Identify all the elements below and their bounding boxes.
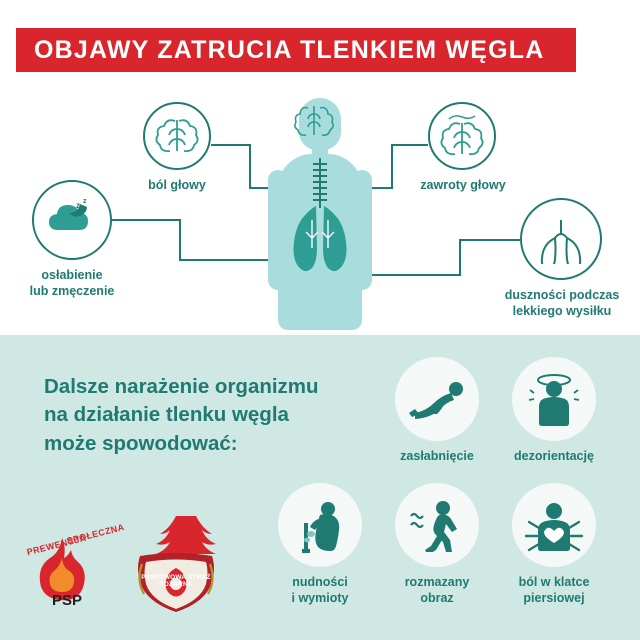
blurred-vision-icon xyxy=(409,498,465,552)
upper-symptoms-section xyxy=(0,80,640,335)
human-body-illustration xyxy=(268,98,372,330)
symptom-label-breathlessness-line1: duszności podczas xyxy=(504,288,620,302)
page-title: OBJAWY ZATRUCIA TLENKIEM WĘGLA xyxy=(34,35,545,64)
consequence-label-chest-pain xyxy=(495,575,613,606)
chest-pain-icon xyxy=(525,498,583,552)
consequence-icon-fainting[interactable] xyxy=(395,357,479,441)
symptom-label-breathlessness-line2: lekkiego wysiłku xyxy=(512,303,612,318)
vomiting-person-icon xyxy=(294,497,346,553)
brain-dizzy-icon xyxy=(439,115,485,157)
symptom-label-weakness-line1: osłabienie xyxy=(41,268,103,282)
consequence-label-fainting: zasłabnięcie xyxy=(400,449,474,463)
lungs-icon xyxy=(534,214,588,264)
logo-panstwowa-straz-pozarna xyxy=(126,512,226,616)
logo-text-prewencja: PREWENCJA xyxy=(25,532,88,558)
symptom-icon-weakness[interactable] xyxy=(32,180,112,260)
lower-heading-line2: na działanie tlenku węgla xyxy=(44,403,289,427)
consequence-icon-chest-pain[interactable] xyxy=(512,483,596,567)
logo-text-psp: PSP xyxy=(52,592,83,609)
consequence-label-chest-pain-line1: ból w klatce xyxy=(518,575,590,589)
consequence-label-nausea xyxy=(262,575,378,606)
symptom-label-weakness xyxy=(4,268,140,299)
sleep-cloud-icon xyxy=(44,196,100,244)
lower-heading-line1: Dalsze narażenie organizmu xyxy=(44,375,319,398)
symptom-label-weakness-line2: lub zmęczenie xyxy=(29,283,115,298)
symptom-label-dizziness: zawroty głowy xyxy=(420,178,506,192)
logo-text-straz: PAŃSTWOWA STRAŻ POŻARNA xyxy=(141,574,211,588)
consequence-label-blurred-vision xyxy=(380,575,494,606)
symptom-icon-headache[interactable] xyxy=(143,102,211,170)
consequence-label-blurred-vision-line2: obraz xyxy=(420,590,454,605)
consequence-icon-disorientation[interactable] xyxy=(512,357,596,441)
logo-prewencja-spoleczna-psp xyxy=(18,516,126,616)
consequence-label-nausea-line1: nudności xyxy=(292,575,348,589)
symptom-icon-dizziness[interactable] xyxy=(428,102,496,170)
lower-heading xyxy=(44,373,374,458)
symptom-label-breathlessness xyxy=(492,288,632,319)
fainting-person-icon xyxy=(407,377,467,421)
symptom-label-headache: ból głowy xyxy=(148,178,206,192)
consequence-icon-blurred-vision[interactable] xyxy=(395,483,479,567)
disoriented-person-icon xyxy=(529,371,579,427)
consequence-icon-nausea[interactable] xyxy=(278,483,362,567)
symptom-icon-breathlessness[interactable] xyxy=(520,198,602,280)
header-banner xyxy=(16,28,576,72)
consequence-label-disorientation: dezorientację xyxy=(514,449,594,463)
fire-service-emblem-icon xyxy=(126,512,226,616)
svg-text:z: z xyxy=(76,201,80,210)
brain-icon xyxy=(154,116,200,156)
logo-text-spoleczna: SPOŁECZNA xyxy=(65,521,126,547)
consequence-label-nausea-line2: i wymioty xyxy=(291,590,349,605)
internal-organs-icon xyxy=(268,98,372,330)
consequence-label-blurred-vision-line1: rozmazany xyxy=(404,575,470,589)
lower-heading-line3: może spowodować: xyxy=(44,431,238,455)
svg-text:z: z xyxy=(83,198,87,205)
consequence-label-chest-pain-line2: piersiowej xyxy=(523,590,585,605)
